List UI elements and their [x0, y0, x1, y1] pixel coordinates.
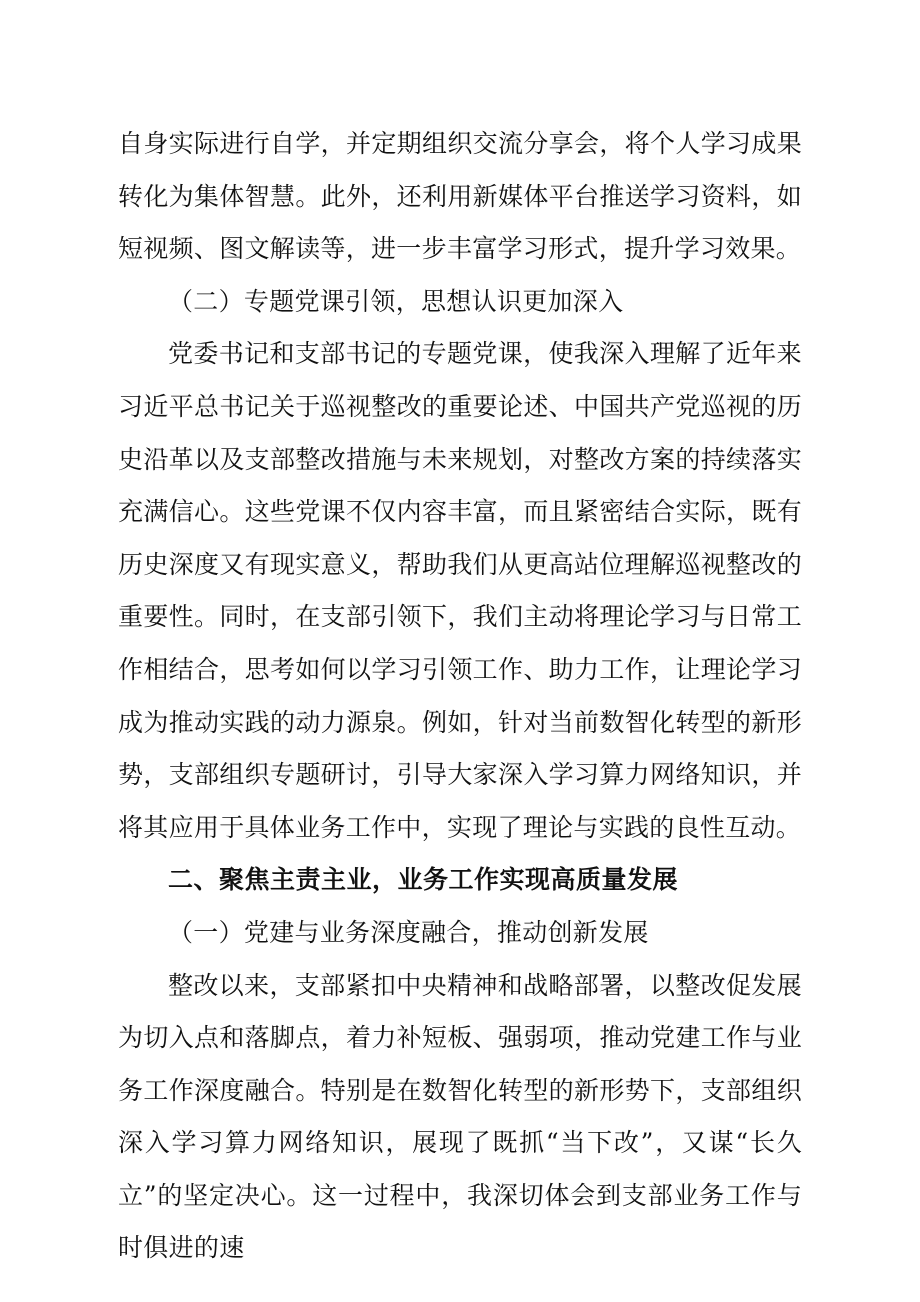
paragraph-continuation: 自身实际进行自学，并定期组织交流分享会，将个人学习成果转化为集体智慧。此外，还利用新媒体平台推送学习资料，如短视频、图文解读等，进一步丰富学习形式，提升学习效果。 — [118, 129, 802, 264]
paragraph-party-lecture: 党委书记和支部书记的专题党课，使我深入理解了近年来习近平总书记关于巡视整改的重要论述、中国共产党巡视的历史沿革以及支部整改措施与未来规划，对整改方案的持续落实充满信心。这些党课不仅内容丰富，而且紧密结合实际，既有历史深度又有现实意义，帮助我们从更高站位理解巡视整改的重要性。同时，在支部引领下，我们主动将理论学习与日常工作相结合，思考如何以学习引领工作、助力工作，让理论学习成为推动实践的动力源泉。例如，针对当前数智化转型的新形势，支部组织专题研讨，引导大家深入学习算力网络知识，并将其应用于具体业务工作中，实现了理论与实践的良性互动。 — [118, 339, 802, 842]
section-subheading-2-1: （一）党建与业务深度融合，推动创新发展 — [168, 917, 649, 947]
section-subheading-2: （二）专题党课引领，思想认识更加深入 — [168, 286, 624, 316]
document-body — [118, 118, 802, 1275]
paragraph-integration: 整改以来，支部紧扣中央精神和战略部署，以整改促发展为切入点和落脚点，着力补短板、强弱项，推动党建工作与业务工作深度融合。特别是在数智化转型的新形势下，支部组织深入学习算力网络知识，展现了既抓“当下改”，又谋“长久立”的坚定决心。这一过程中，我深切体会到支部业务工作与时俱进的速 — [118, 970, 802, 1263]
section-heading-2: 二、聚焦主责主业，业务工作实现高质量发展 — [168, 865, 679, 895]
